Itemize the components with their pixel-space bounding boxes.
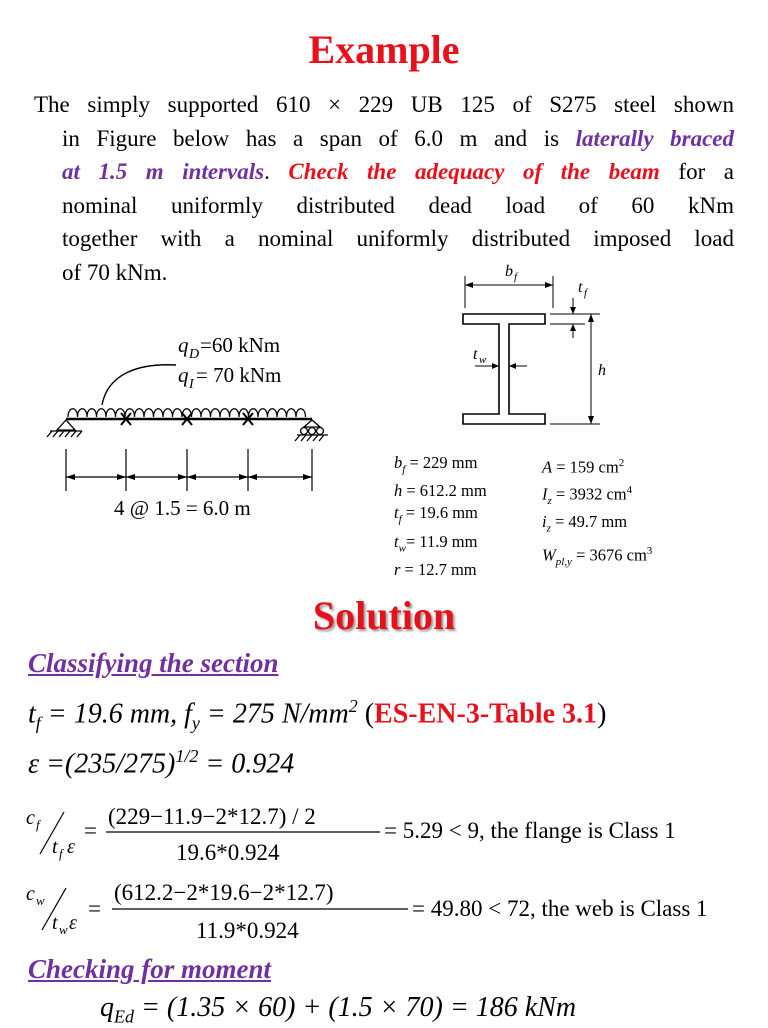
web-denominator: 11.9*0.924 xyxy=(196,918,299,943)
cf-symbol: c xyxy=(26,807,35,829)
property-row xyxy=(542,479,652,512)
property-unit-power: 2 xyxy=(618,457,625,469)
property-subscript: w xyxy=(398,541,406,554)
eq-text: = (1.35 × 60) + (1.5 × 70) = 186 kNm xyxy=(134,992,577,1023)
eq-sub: f xyxy=(35,712,41,733)
tw-subscript: w xyxy=(59,922,68,937)
equation-qed xyxy=(100,992,576,1028)
problem-line: nominal uniformly distributed dead load of 60 kNm xyxy=(62,192,734,218)
equals-sign: = xyxy=(88,896,101,921)
tf-subscript: f xyxy=(59,846,63,861)
problem-text: in Figure below has a span of 6.0 m and is xyxy=(62,125,576,151)
property-value: = 49.7 mm xyxy=(550,512,628,532)
problem-statement xyxy=(34,88,734,290)
flange-result: = 5.29 < 9, the flange is Class 1 xyxy=(384,818,676,843)
property-row xyxy=(542,511,652,539)
flange-ratio-equation xyxy=(22,798,762,868)
eq-sup: 2 xyxy=(348,696,358,716)
eq-text: = 19.6 mm, f xyxy=(40,698,192,730)
property-value: = 229 mm xyxy=(405,453,478,472)
tw-label: t xyxy=(473,346,478,363)
i-section-outline xyxy=(463,314,545,424)
problem-text: . xyxy=(264,159,289,185)
code-reference: ES-EN-3-Table 3.1 xyxy=(374,698,598,730)
property-unit-power: 3 xyxy=(646,544,653,557)
span-dimension xyxy=(66,449,312,491)
bf-dimension xyxy=(465,276,553,308)
property-row xyxy=(394,531,487,559)
property-symbol: b xyxy=(394,453,403,472)
lateral-brace-text: laterally braced xyxy=(575,125,734,151)
problem-line: together with a nominal uniformly distributed imposed load xyxy=(62,226,734,252)
epsilon-symbol: ε xyxy=(67,836,75,858)
property-symbol: h xyxy=(394,481,403,501)
property-row xyxy=(394,502,487,530)
property-value: = 12.7 mm xyxy=(400,559,477,579)
section-figure xyxy=(455,258,615,438)
web-ratio-equation xyxy=(22,872,762,944)
eq-text: = 275 N/mm xyxy=(199,698,349,730)
property-row xyxy=(394,480,487,502)
web-numerator: (612.2−2*19.6−2*12.7) xyxy=(114,880,334,905)
property-value: = 3932 cm xyxy=(551,484,627,503)
tf-label: t xyxy=(578,279,583,296)
eq-text: = 0.924 xyxy=(198,748,295,780)
eq-sub: Ed xyxy=(114,1006,134,1027)
property-value: = 3676 cm xyxy=(571,545,647,565)
property-symbol: A xyxy=(542,457,553,477)
property-row xyxy=(542,540,652,573)
property-unit-power: 4 xyxy=(626,483,633,496)
cw-subscript: w xyxy=(36,893,45,908)
section-properties-right xyxy=(542,452,652,572)
property-value: = 159 cm xyxy=(552,457,619,477)
eq-sup: 1/2 xyxy=(175,746,199,766)
dead-load-symbol: q xyxy=(178,333,189,357)
cw-symbol: c xyxy=(26,883,35,905)
problem-text: for a xyxy=(659,159,735,185)
property-symbol: W xyxy=(542,545,556,565)
h-label: h xyxy=(598,362,606,379)
property-subscript: pl,y xyxy=(555,555,572,568)
pin-support xyxy=(47,420,82,437)
property-value: = 19.6 mm xyxy=(401,503,478,523)
tf-subscript: f xyxy=(584,287,588,299)
eq-text: t xyxy=(28,698,36,730)
property-subscript: f xyxy=(402,463,406,476)
property-symbol: r xyxy=(394,559,401,579)
epsilon-symbol: ε xyxy=(69,912,77,934)
property-row xyxy=(394,452,487,480)
property-symbol: I xyxy=(542,484,548,503)
check-adequacy-text: Check the adequacy of the beam xyxy=(288,159,660,185)
equation-tf-fy: $t_f = 19.6$ mm, $f_y = 275$ $N/mm^2$ (ES-EN-3-Table 3.1) xyxy=(28,696,607,733)
property-value: = 11.9 mm xyxy=(405,531,478,551)
section-properties-left xyxy=(394,452,487,581)
problem-line xyxy=(34,122,734,156)
eq-sub: y xyxy=(191,712,200,733)
flange-denominator: 19.6*0.924 xyxy=(176,840,280,865)
tw-subscript: w xyxy=(479,354,487,366)
property-symbol: t xyxy=(394,531,399,551)
eq-text: ε =(235/275) xyxy=(28,748,176,780)
eq-text: q xyxy=(100,992,114,1023)
imposed-load-subscript: I xyxy=(189,377,194,392)
imposed-load-value: = 70 kNm xyxy=(196,363,282,387)
web-result: = 49.80 < 72, the web is Class 1 xyxy=(412,896,708,921)
classify-heading: Classifying the section xyxy=(28,648,279,678)
property-subscript: f xyxy=(398,513,402,526)
property-subscript: z xyxy=(547,494,552,507)
equals-sign: = xyxy=(84,818,97,843)
property-value: = 612.2 mm xyxy=(402,481,487,501)
tw-symbol: t xyxy=(52,912,58,934)
solution-title: Solution xyxy=(312,593,456,638)
cf-subscript: f xyxy=(36,817,40,832)
flange-numerator: (229−11.9−2*12.7) / 2 xyxy=(108,804,316,829)
bf-subscript: f xyxy=(514,271,518,283)
load-leader-line xyxy=(102,365,176,405)
moment-heading: Checking for moment xyxy=(28,954,272,984)
problem-line: The simply supported 610 × 229 UB 125 of S275 steel shown xyxy=(34,92,734,117)
problem-line: of 70 kNm. xyxy=(62,259,168,285)
span-label: 4 @ 1.5 = 6.0 m xyxy=(114,496,251,520)
beam-figure xyxy=(30,325,340,525)
property-row xyxy=(394,559,487,581)
page-title: Example xyxy=(308,27,460,72)
equation-epsilon xyxy=(28,746,294,780)
problem-line xyxy=(34,155,734,189)
bf-label: b xyxy=(505,263,513,280)
dead-load-value: =60 kNm xyxy=(200,333,281,357)
property-symbol: i xyxy=(542,512,547,532)
property-symbol: t xyxy=(394,503,399,523)
distributed-load-symbol xyxy=(68,409,306,417)
dead-load-subscript: D xyxy=(189,347,200,362)
roller-support xyxy=(295,420,328,441)
property-row xyxy=(542,452,652,479)
tf-symbol: t xyxy=(52,836,58,858)
property-subscript: z xyxy=(546,522,551,535)
imposed-load-symbol: q xyxy=(178,363,189,387)
interval-text: at 1.5 m intervals xyxy=(62,159,265,185)
